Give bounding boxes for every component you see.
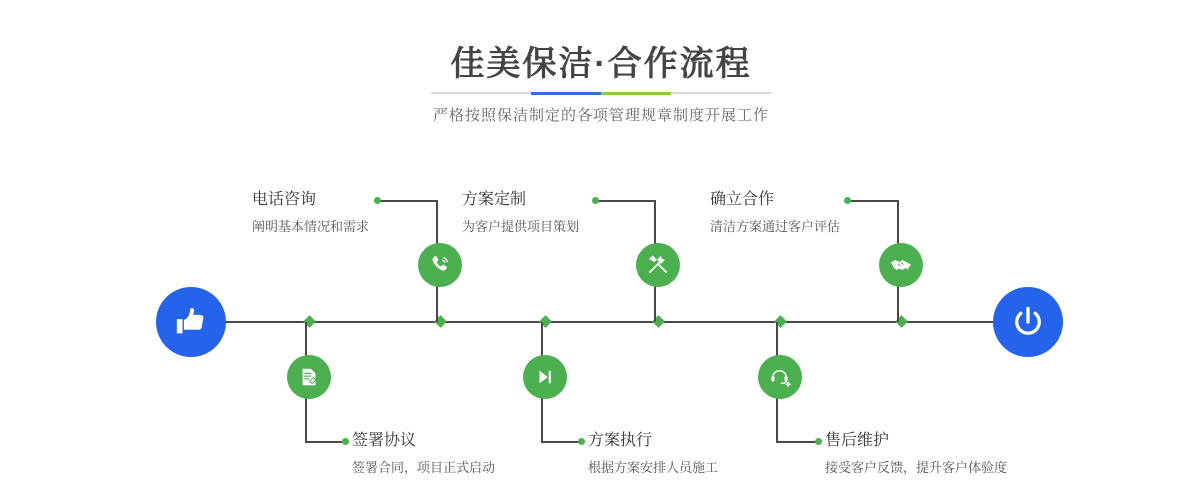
- step-icon-1: [418, 243, 462, 287]
- step-name-6: 售后维护: [825, 432, 890, 449]
- tools-icon: [646, 253, 670, 277]
- phone-call-icon: [428, 253, 452, 277]
- step-label-4: [588, 427, 718, 476]
- step-label-1: [252, 186, 369, 235]
- step-label-3: [462, 186, 579, 235]
- connector-step-2-arm: [305, 441, 345, 443]
- connector-step-3-arm: [596, 200, 655, 202]
- step-icon-3: [636, 243, 680, 287]
- connector-tip-step-3: [592, 197, 599, 204]
- document-edit-icon: [298, 366, 320, 388]
- step-label-5: [710, 186, 840, 235]
- step-name-3: 方案定制: [462, 191, 527, 208]
- connector-tip-step-1: [374, 197, 381, 204]
- step-icon-2: [287, 355, 331, 399]
- divider-segment-green: [601, 92, 671, 95]
- step-desc-3: 为客户提供项目策划: [462, 219, 580, 234]
- play-forward-icon: [534, 366, 556, 388]
- step-desc-1: 阐明基本情况和需求: [252, 219, 370, 234]
- handshake-icon: [889, 253, 913, 277]
- connector-step-1-arm: [378, 200, 437, 202]
- title-divider: [431, 92, 771, 94]
- step-name-2: 签署协议: [352, 432, 417, 449]
- connector-tip-step-5: [844, 197, 851, 204]
- step-desc-2: 签署合同，项目正式启动: [352, 460, 496, 475]
- step-label-6: [825, 427, 1007, 476]
- thumbs-up-icon: [174, 305, 208, 339]
- connector-tip-step-2: [342, 438, 349, 445]
- step-icon-6: [758, 355, 802, 399]
- step-name-5: 确立合作: [710, 191, 775, 208]
- connector-tip-step-4: [578, 438, 585, 445]
- connector-tip-step-6: [815, 438, 822, 445]
- connector-step-5-arm: [848, 200, 898, 202]
- step-desc-5: 清洁方案通过客户评估: [710, 219, 841, 234]
- step-name-1: 电话咨询: [252, 191, 317, 208]
- power-icon: [1010, 304, 1046, 340]
- flow-start-thumbs-up: [156, 287, 226, 357]
- page-title: 佳美保洁·合作流程: [450, 45, 752, 83]
- step-desc-6: 接受客户反馈，提升客户体验度: [825, 460, 1008, 475]
- step-desc-4: 根据方案安排人员施工: [588, 460, 719, 475]
- step-name-4: 方案执行: [588, 432, 653, 449]
- page-subtitle: 严格按照保洁制定的各项管理规章制度开展工作: [432, 107, 769, 124]
- step-label-2: [352, 427, 495, 476]
- step-icon-4: [523, 355, 567, 399]
- step-icon-5: [879, 243, 923, 287]
- connector-step-4-arm: [541, 441, 581, 443]
- divider-segment-blue: [531, 92, 601, 95]
- connector-step-6-arm: [776, 441, 818, 443]
- flow-end-power: [993, 287, 1063, 357]
- customer-service-icon: [769, 366, 792, 389]
- timeline-axis: [158, 321, 1046, 323]
